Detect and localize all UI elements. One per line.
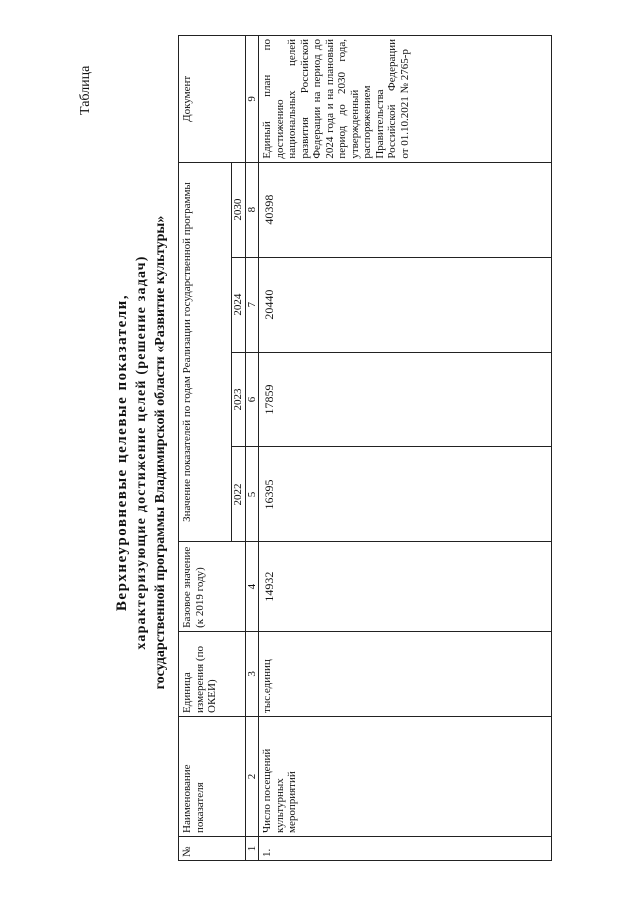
- header-year-2024: 2024: [232, 257, 246, 352]
- column-number: 2: [245, 716, 259, 836]
- title-line-2: характеризующие достижение целей (решение задач): [134, 255, 149, 650]
- indicator-name: Число посещений культурных мероприятий: [259, 716, 552, 836]
- column-number: 7: [245, 257, 259, 352]
- header-unit: Единица измерения (по ОКЕИ): [179, 631, 246, 716]
- header-year-2022: 2022: [232, 447, 246, 542]
- title-line-3: государственной программы Владимирской области «Развитие культуры»: [153, 215, 168, 690]
- column-numbers-row: [245, 36, 259, 861]
- row-number: 1.: [259, 837, 552, 861]
- document-title: [112, 40, 170, 865]
- header-base: Базовое значение (к 2019 году): [179, 542, 246, 631]
- column-number: 9: [245, 36, 259, 163]
- header-document: Документ: [179, 36, 246, 163]
- column-number: 4: [245, 542, 259, 631]
- column-number: 6: [245, 352, 259, 447]
- value-2023: 17859: [259, 352, 552, 447]
- value-2030: 40398: [259, 162, 552, 257]
- header-year-2023: 2023: [232, 352, 246, 447]
- title-line-1: Верхнеуровневые целевые показатели,: [114, 293, 130, 612]
- value-2022: 16395: [259, 447, 552, 542]
- table-row: [259, 36, 552, 861]
- column-number: 8: [245, 162, 259, 257]
- column-number: 3: [245, 631, 259, 716]
- column-number: 1: [245, 837, 259, 861]
- header-values-group: Значение показателей по годам Реализации государственной программы: [179, 162, 232, 542]
- document-reference: Единый план по достижению национальных целей развития Российской Федерации на период до 2024 года и на плановый период до 2030 года, утвержденный распоряжением Правительства Российской Федерации от 01.10.2021 № 2765-р: [259, 36, 552, 163]
- header-no: №: [179, 837, 246, 861]
- value-2024: 20440: [259, 257, 552, 352]
- indicators-table: [178, 35, 552, 861]
- base-value: 14932: [259, 542, 552, 631]
- table-caption-word: Таблица: [78, 65, 93, 115]
- header-name: Наименование показателя: [179, 716, 246, 836]
- header-year-2030: 2030: [232, 162, 246, 257]
- column-number: 5: [245, 447, 259, 542]
- unit-value: тыс.единиц: [259, 631, 552, 716]
